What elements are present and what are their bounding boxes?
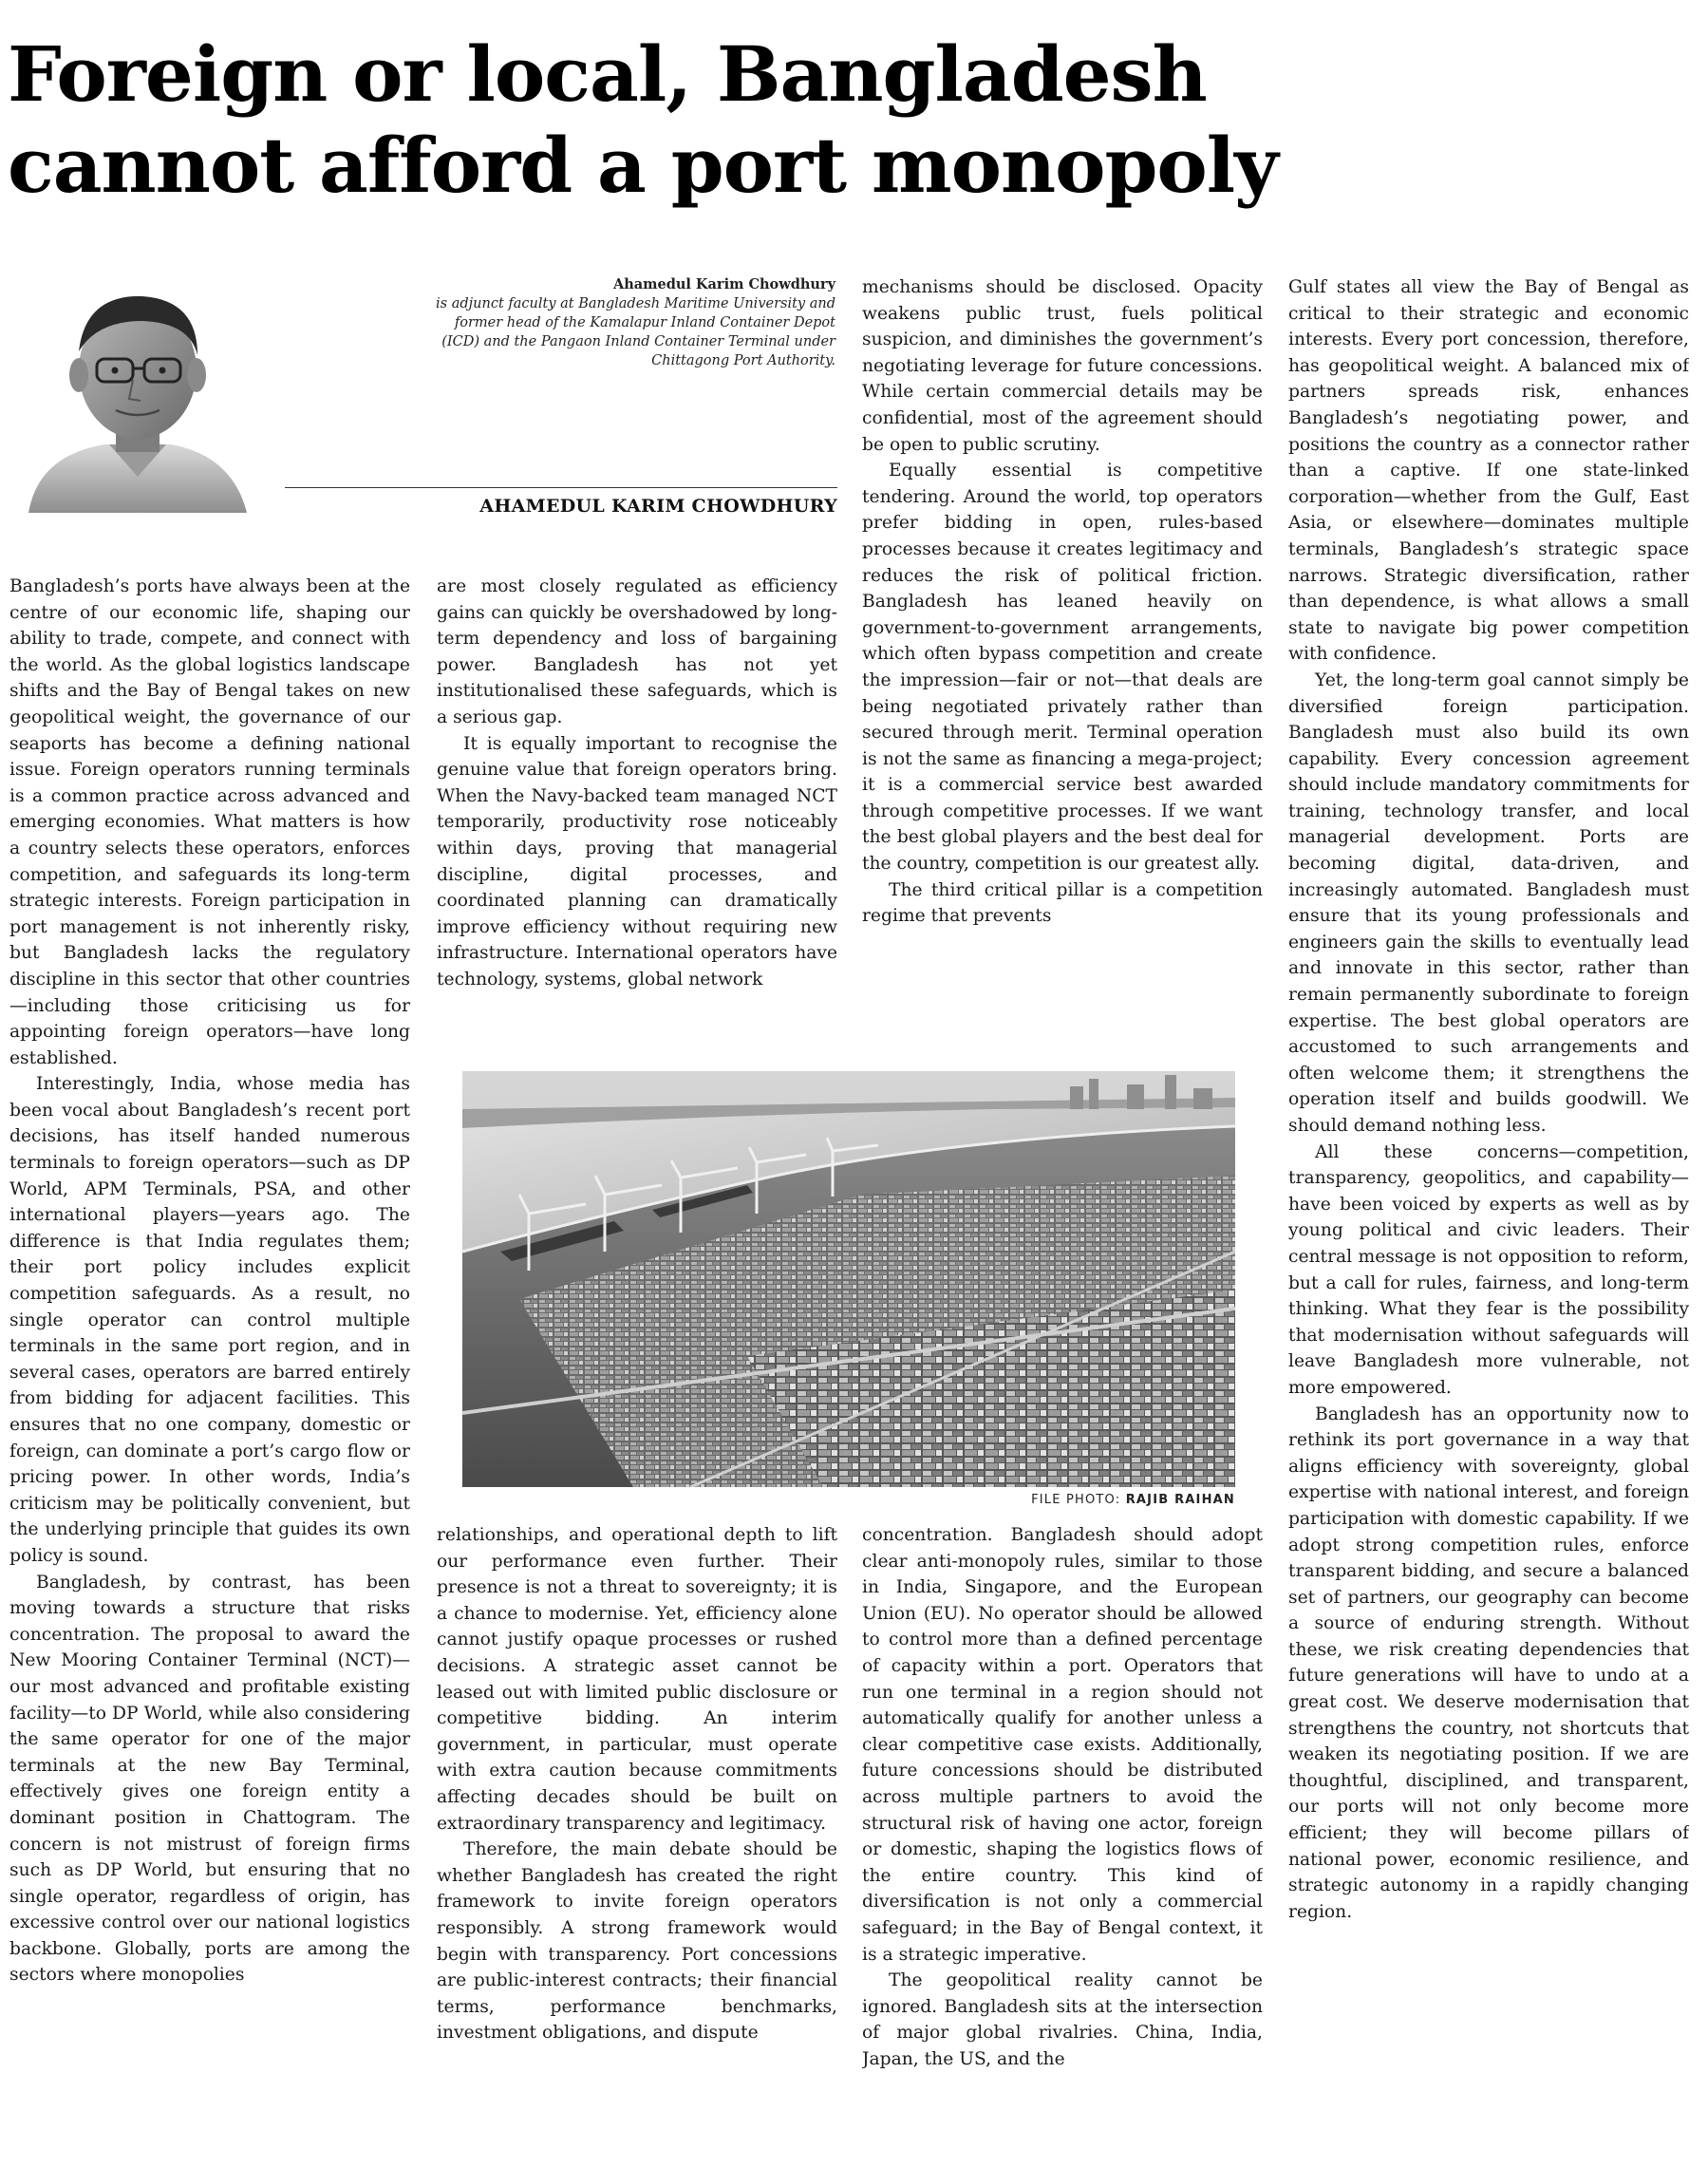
photo-credit-label: FILE PHOTO: bbox=[1031, 1493, 1121, 1507]
author-portrait bbox=[9, 275, 266, 513]
article-column-2-top bbox=[437, 574, 837, 1048]
paragraph: Bangladesh has an opportunity now to rethink its port governance in a way that aligns efficiency with sovereignty, global expertise with national interest, and foreign participation with domestic capability. If we adopt strong competition rules, enforce transparent bidding, and secure a balanced set of partners, our geography can become a source of enduring strength. Without these, we risk creating dependencies that future generations will have to undo at a great cost. We deserve modernisation that strengthens the country, not shortcuts that weaken its negotiating position. If we are thoughtful, disciplined, and transparent, our ports will not only become more efficient; they will become pillars of national power, economic resilience, and strategic autonomy in a rapidly changing region. bbox=[1288, 1404, 1689, 1922]
author-bio-text: is adjunct faculty at Bangladesh Maritime University and former head of the Kamalapur Inland Container Depot (ICD) and the Pangaon Inland Container Terminal under Chittagong Port Authority. bbox=[436, 296, 835, 368]
author-bio bbox=[418, 275, 835, 370]
article-column-4 bbox=[1288, 274, 1689, 2158]
author-bio-name: Ahamedul Karim Chowdhury bbox=[612, 276, 835, 292]
article-column-2-bottom bbox=[437, 1522, 837, 2158]
headline bbox=[8, 28, 1698, 211]
paragraph: Yet, the long-term goal cannot simply be diversified foreign participation. Bangladesh must also build its own capability. Every concession agreement should include mandatory commitments for training, technology transfer, and local managerial development. Ports are becoming digital, data-driven, and increasingly automated. Bangladesh must ensure that its young professionals and engineers gain the skills to eventually lead and innovate in this sector, rather than remain permanently subordinate to foreign expertise. The best global operators are accustomed to such arrangements and often welcome them; it strengthens the operation itself and builds goodwill. We should demand nothing less. bbox=[1288, 669, 1689, 1136]
paragraph: are most closely regulated as efficiency gains can quickly be overshadowed by long-term dependency and loss of bargaining power. Bangladesh has not yet institutionalised these safeguards, which is a serious gap. bbox=[437, 576, 837, 727]
headline-line-2: cannot afford a port monopoly bbox=[8, 121, 1278, 210]
paragraph: The third critical pillar is a competition regime that prevents bbox=[862, 879, 1263, 927]
headline-line-1: Foreign or local, Bangladesh bbox=[8, 29, 1207, 119]
paragraph: All these concerns—competition, transparency, geopolitics, and capability—have been voiced by experts as well as by young political and civic leaders. Their central message is not opposition to reform, but a call for rules, fairness, and long-term thinking. What they fear is the possibility that modernisation without safeguards will leave Bangladesh more vulnerable, not more empowered. bbox=[1288, 1141, 1689, 1398]
paragraph: The geopolitical reality cannot be ignored. Bangladesh sits at the intersection of major global rivalries. China, India, Japan, the US, and the bbox=[862, 1970, 1263, 2069]
paragraph: Equally essential is competitive tendering. Around the world, top operators prefer bidding in open, rules-based processes because it creates legitimacy and reduces the risk of political friction. Bangladesh has leaned heavily on government-to-government arrangements, which often bypass competition and create the impression—fair or not—that deals are being negotiated privately rather than secured through merit. Terminal operation is not the same as financing a mega-project; it is a commercial service best awarded through competitive processes. If we want the best global players and the best deal for the country, competition is our greatest ally. bbox=[862, 461, 1263, 875]
article-column-1 bbox=[9, 574, 410, 2159]
article-column-3-bottom bbox=[862, 1522, 1263, 2158]
paragraph: Bangladesh’s ports have always been at the centre of our economic life, shaping our ability to trade, compete, and connect with the world. As the global logistics landscape shifts and the Bay of Bengal takes on new geopolitical weight, the governance of our seaports has become a defining national issue. Foreign operators running terminals is a common practice across advanced and emerging economies. What matters is how a country selects these operators, enforces competition, and safeguards its long-term strategic interests. Foreign participation in port management is not inherently risky, but Bangladesh lacks the regulatory discipline in this sector that other countries—including those criticising us for appointing foreign operators—have long established. bbox=[9, 576, 410, 1068]
paragraph: It is equally important to recognise the genuine value that foreign operators bring. When the Navy-backed team managed NCT temporarily, productivity rose noticeably within days, proving that managerial discipline, digital processes, and coordinated planning can dramatically improve efficiency without requiring new infrastructure. International operators have technology, systems, global network bbox=[437, 733, 837, 989]
paragraph: Therefore, the main debate should be whether Bangladesh has created the right framework to invite foreign operators responsibly. A strong framework would begin with transparency. Port concessions are public-interest contracts; their financial terms, performance benchmarks, investment obligations, and dispute bbox=[437, 1839, 837, 2044]
paragraph: mechanisms should be disclosed. Opacity weakens public trust, fuels political suspicion, and diminishes the government’s negotiating leverage for future concessions. While certain commercial details may be confidential, most of the agreement should be open to public scrutiny. bbox=[862, 277, 1263, 455]
paragraph: Bangladesh, by contrast, has been moving towards a structure that risks concentration. The proposal to award the New Mooring Container Terminal (NCT)—our most advanced and profitable existing facility—to DP World, while also considering the same operator for one of the major terminals at the new Bay Terminal, effectively gives one foreign entity a dominant position in Chattogram. The concern is not mistrust of foreign firms such as DP World, but ensuring that no single operator, regardless of origin, has excessive control over our national logistics backbone. Globally, ports are among the sectors where monopolies bbox=[9, 1572, 410, 1986]
paragraph: concentration. Bangladesh should adopt clear anti-monopoly rules, similar to those in India, Singapore, and the European Union (EU). No operator should be allowed to control more than a defined percentage of capacity within a port. Operators that run one terminal in a region should not automatically qualify for another unless a clear competitive case exists. Additionally, future concessions should be distributed across multiple partners to avoid the structural risk of having one actor, foreign or domestic, shaping the logistics flows of the entire country. This kind of diversification is not only a commercial safeguard; in the Bay of Bengal context, it is a strategic imperative. bbox=[862, 1525, 1263, 1965]
paragraph: relationships, and operational depth to lift our performance even further. Their presence is not a threat to sovereignty; it is a chance to modernise. Yet, efficiency alone cannot justify opaque processes or rushed decisions. A strategic asset cannot be leased out with limited public disclosure or competitive bidding. An interim government, in particular, must operate with extra caution because commitments affecting decades should be built on extraordinary transparency and legitimacy. bbox=[437, 1525, 837, 1834]
author-byline: AHAMEDUL KARIM CHOWDHURY bbox=[479, 496, 837, 517]
photo-credit-name: RAJIB RAIHAN bbox=[1125, 1493, 1235, 1507]
byline-divider bbox=[285, 487, 837, 488]
paragraph: Gulf states all view the Bay of Bengal as critical to their strategic and economic interests. Every port concession, therefore, has geopolitical weight. A balanced mix of partners spreads risk, enhances Bangladesh’s negotiating power, and positions the country as a connector rather than a captive. If one state-linked corporation—whether from the Gulf, East Asia, or elsewhere—dominates multiple terminals, Bangladesh’s strategic space narrows. Strategic diversification, rather than dependence, is what allows a small state to navigate big power competition with confidence. bbox=[1288, 277, 1689, 665]
article-column-3-top bbox=[862, 274, 1263, 1044]
port-aerial-photo bbox=[462, 1071, 1235, 1487]
photo-credit bbox=[462, 1493, 1235, 1507]
paragraph: Interestingly, India, whose media has been vocal about Bangladesh’s recent port decisions, has itself handed numerous terminals to foreign operators—such as DP World, APM Terminals, PSA, and other international players—years ago. The difference is that India regulates them; their port policy includes explicit competition safeguards. As a result, no single operator can control multiple terminals in the same port region, and in several cases, operators are barred entirely from bidding for adjacent facilities. This ensures that no one company, domestic or foreign, can dominate a port’s cargo flow or pricing power. In other words, India’s criticism may be politically convenient, but the underlying principle that guides its own policy is sound. bbox=[9, 1074, 410, 1566]
